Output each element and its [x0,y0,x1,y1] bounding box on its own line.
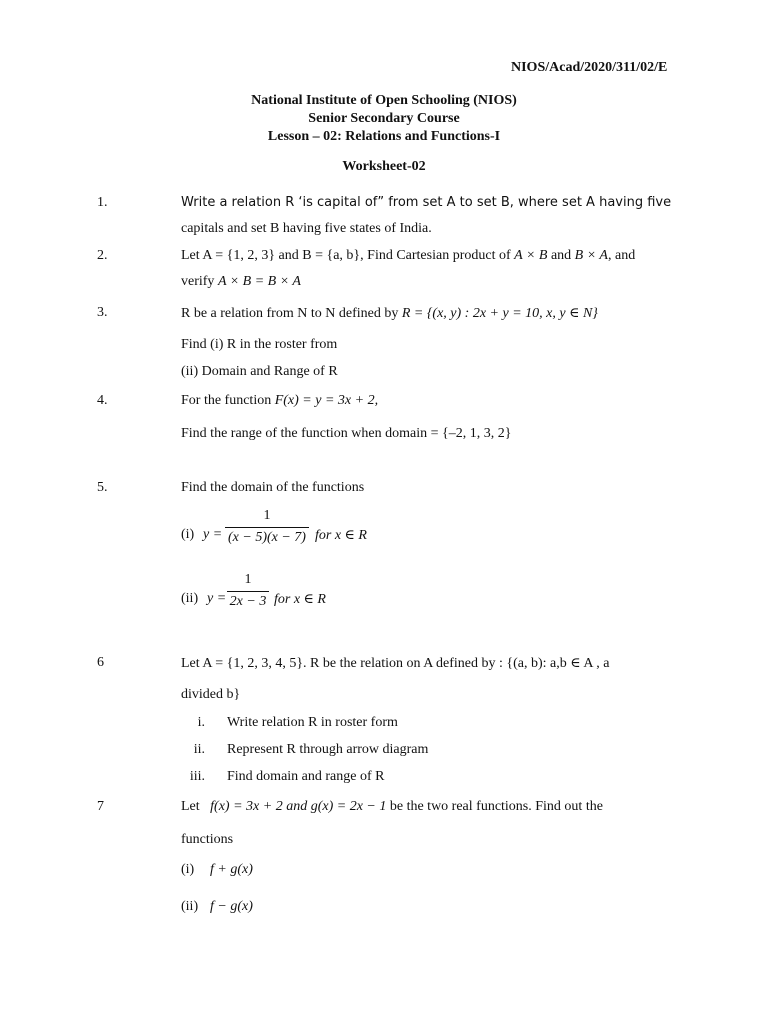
fraction-denominator: (x − 5)(x − 7) [228,530,306,545]
question-text: divided b} [181,687,241,702]
question-text-part: be the two real functions. Find out the [389,799,603,814]
question-text-part: Let A = {1, 2, 3} and B = {a, b}, Find Cartesian product of [181,248,511,263]
math-expression: f + g(x) [210,862,253,877]
sub-question-label: (i) [181,527,195,542]
question-text: Find the domain of the functions [181,480,365,495]
math-expression: B × A [574,248,608,263]
question-number: 3. [97,305,108,320]
question-text: functions [181,832,234,847]
question-number: 6 [97,655,104,670]
question-text-part: R be a relation from N to N defined by [181,306,399,321]
math-expression: A × B = B × A [217,274,301,289]
question-number: 2. [97,248,108,263]
math-expression: f − g(x) [210,899,253,914]
question-text-part: For the function [181,393,272,408]
lesson-title: Lesson – 02: Relations and Functions-I [267,129,501,144]
math-condition: for x ∈ R [315,528,367,543]
math-condition: for x ∈ R [274,592,326,607]
question-text: (ii) Domain and Range of R [181,364,338,379]
question-text-part: , and [607,248,636,263]
list-marker: ii. [193,742,205,757]
question-number: 4. [97,393,108,408]
question-number: 7 [97,799,104,814]
question-text [181,248,635,264]
question-text-part: and [286,799,308,814]
list-marker: i. [197,715,205,730]
question-text: Find (i) R in the roster from [181,337,338,352]
question-text [181,799,603,815]
list-item: Represent R through arrow diagram [227,742,429,757]
fraction [227,572,269,610]
math-expression: g(x) = 2x − 1 [310,799,387,814]
math-expression: y = [207,591,227,606]
sub-question-label: (ii) [181,899,199,914]
question-text-part: and [550,248,572,263]
document-code: NIOS/Acad/2020/311/02/E [511,60,668,75]
list-marker: iii. [189,769,205,784]
math-expression: F(x) = y = 3x + 2, [274,393,379,408]
sub-question-label: (ii) [181,591,199,606]
question-text-part: verify [181,274,215,289]
question-text: Let A = {1, 2, 3, 4, 5}. R be the relation on A defined by : {(a, b): a,b ∈ A , a [181,656,610,671]
question-text [181,305,598,322]
fraction [225,508,309,546]
fraction-numerator: 1 [244,572,252,587]
question-number: 5. [97,480,108,495]
math-expression: y = [203,527,223,542]
math-expression: f(x) = 3x + 2 [210,799,283,814]
question-number: 1. [97,195,108,210]
worksheet-title: Worksheet-02 [342,159,426,174]
fraction-denominator: 2x − 3 [229,594,267,609]
question-text [181,274,301,290]
math-expression: A × B [514,248,548,263]
question-text: Find the range of the function when domain = {–2, 1, 3, 2} [181,426,512,441]
question-text: capitals and set B having five states of India. [181,221,432,236]
institute-title: National Institute of Open Schooling (NIOS) [251,93,517,108]
list-item: Find domain and range of R [227,769,385,784]
question-text-part: Let [181,799,200,814]
list-item: Write relation R in roster form [227,715,398,730]
course-title: Senior Secondary Course [308,111,460,126]
sub-question-label: (i) [181,862,195,877]
fraction-numerator: 1 [263,508,271,523]
math-expression: R = {(x, y) : 2x + y = 10, x, y ∈ N} [401,306,598,321]
question-text: Write a relation R ‘is capital of” from set A to set B, where set A having five [181,195,672,210]
question-text [181,393,378,409]
